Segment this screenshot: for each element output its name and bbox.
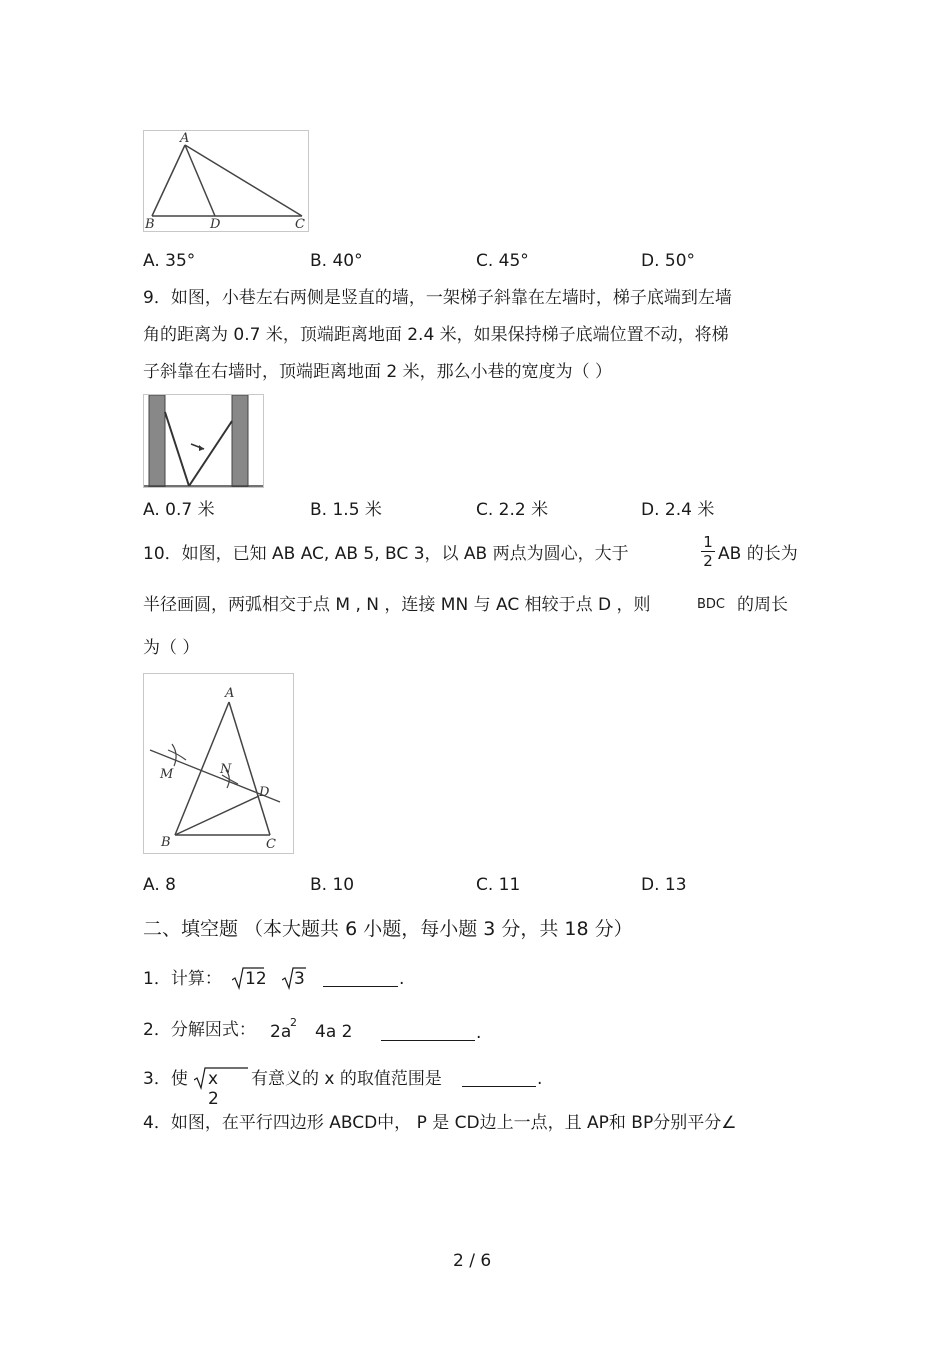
f2-end: . xyxy=(476,1023,482,1043)
q10-line-2: 半径画圆，两弧相交于点 M , N ，连接 MN 与 AC 相较于点 D ，则 xyxy=(143,595,651,615)
q10-option-d: D. 13 xyxy=(641,875,687,895)
f4-line-1: 4．如图，在平行四边形 ABCD中， P 是 CD边上一点，且 AP和 BP分别平分∠ xyxy=(143,1113,737,1133)
q10-label-d: D xyxy=(259,785,270,800)
q8-label-a: A xyxy=(180,131,190,146)
q8-option-d: D. 50° xyxy=(641,251,696,271)
q8-option-c: C. 45° xyxy=(476,251,529,271)
q10-label-a: A xyxy=(225,686,235,701)
f3-end: . xyxy=(537,1069,543,1089)
f1-answer-blank[interactable] xyxy=(323,968,398,987)
q9-option-a: A. 0.7 米 xyxy=(143,500,215,520)
f1-rad-3: 3 xyxy=(294,969,305,989)
q8-option-b: B. 40° xyxy=(310,251,363,271)
q9-line-1: 9．如图，小巷左右两侧是竖直的墙，一架梯子斜靠在左墙时，梯子底端到左墙 xyxy=(143,288,732,308)
f2-expr-b: 4a 2 xyxy=(315,1022,353,1042)
page-number: 2 / 6 xyxy=(453,1251,492,1271)
q9-option-b: B. 1.5 米 xyxy=(310,500,382,520)
f3-prefix: 3．使 xyxy=(143,1069,188,1089)
q10-line-1a: 10．如图，已知 AB AC, AB 5, BC 3，以 AB 两点为圆心，大于 xyxy=(143,544,629,564)
q10-frac-num: 1 xyxy=(703,533,713,551)
section-2-heading: 二、填空题 （本大题共 6 小题，每小题 3 分，共 18 分） xyxy=(143,918,633,940)
q8-label-b: B xyxy=(145,217,155,231)
q10-label-m: M xyxy=(160,767,174,782)
q10-label-b: B xyxy=(161,835,171,850)
q10-line-1b: AB 的长为 xyxy=(718,544,798,564)
f2-prefix: 2．分解因式： xyxy=(143,1020,256,1040)
f3-answer-blank[interactable] xyxy=(462,1068,536,1087)
q10-fraction xyxy=(701,534,715,569)
q10-line-2-small: BDC xyxy=(697,597,726,612)
q10-label-n: N xyxy=(220,762,232,777)
q10-option-b: B. 10 xyxy=(310,875,355,895)
q10-option-c: C. 11 xyxy=(476,875,521,895)
f3-rad: x 2 xyxy=(208,1069,219,1109)
q9-ladder-figure xyxy=(143,394,264,488)
q10-frac-den: 2 xyxy=(703,552,713,570)
q10-option-a: A. 8 xyxy=(143,875,176,895)
f2-answer-blank[interactable] xyxy=(381,1022,475,1041)
q8-option-a: A. 35° xyxy=(143,251,196,271)
q8-label-d: D xyxy=(210,217,221,231)
q8-label-c: C xyxy=(295,217,305,231)
q9-line-3: 子斜靠在右墙时，顶端距离地面 2 米，那么小巷的宽度为（ ） xyxy=(143,362,613,382)
q9-line-2: 角的距离为 0.7 米，顶端距离地面 2.4 米，如果保持梯子底端位置不动，将梯 xyxy=(143,325,729,345)
f1-rad-12: 12 xyxy=(245,969,267,989)
q10-line-2-end: 的周长 xyxy=(737,595,788,615)
f2-exponent: 2 xyxy=(290,1016,297,1029)
q9-option-c: C. 2.2 米 xyxy=(476,500,549,520)
f1-end: . xyxy=(399,969,405,989)
q10-line-3: 为（ ） xyxy=(143,638,200,658)
q8-triangle-figure xyxy=(143,130,309,232)
f3-suffix: 有意义的 x 的取值范围是 xyxy=(251,1069,442,1089)
f1-prefix: 1．计算： xyxy=(143,969,222,989)
q10-construction-figure xyxy=(143,673,294,854)
f2-expr-a: 2a xyxy=(270,1022,292,1042)
q9-option-d: D. 2.4 米 xyxy=(641,500,715,520)
q10-label-c: C xyxy=(266,837,276,852)
